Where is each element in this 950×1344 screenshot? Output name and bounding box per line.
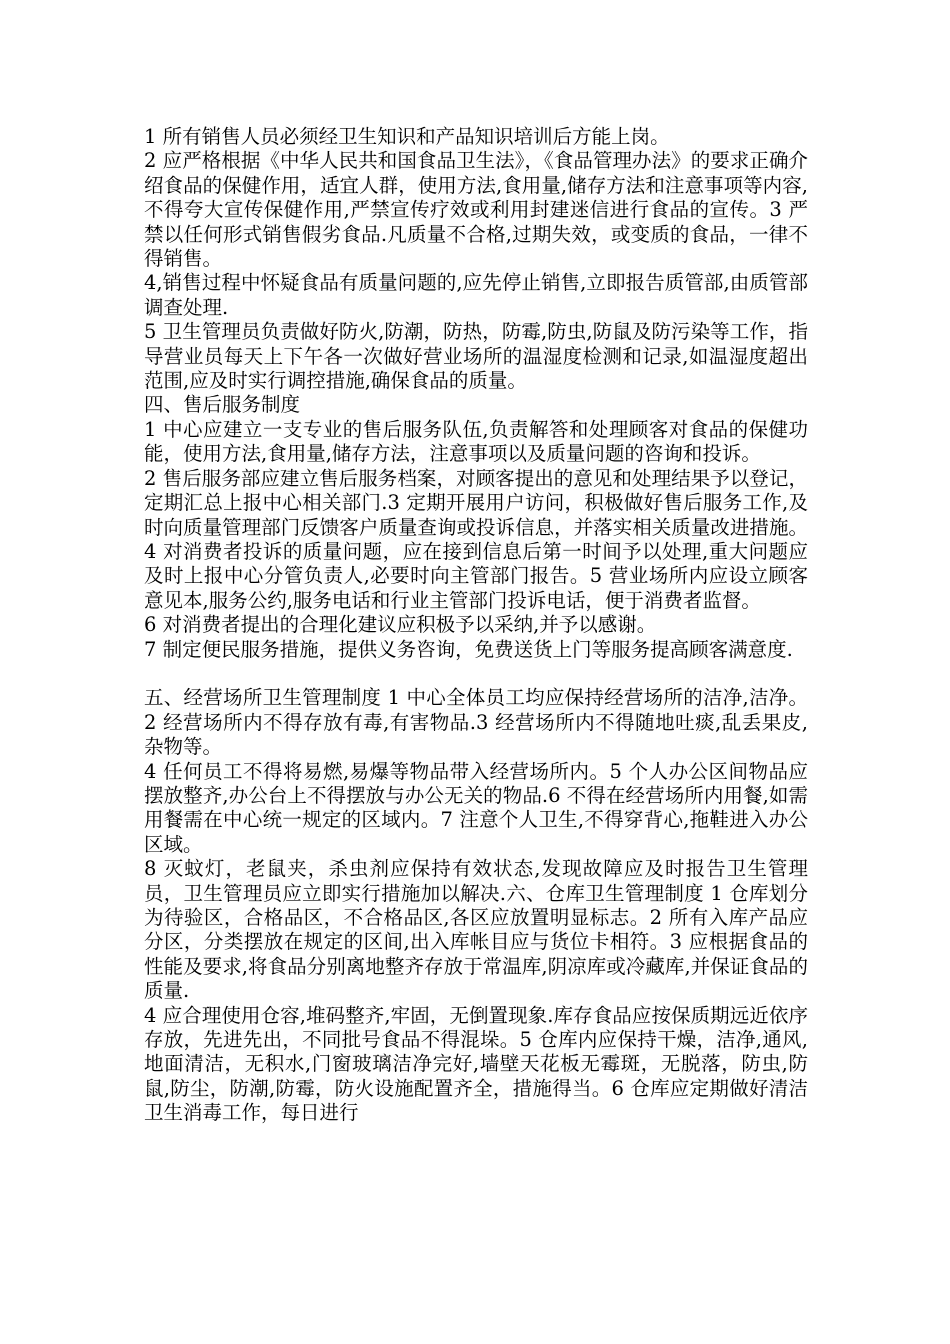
paragraph-suggestions: 6 对消费者提出的合理化建议应积极予以采纳,并予以感谢。 xyxy=(144,613,657,637)
section-heading-after-sales: 四、售后服务制度 xyxy=(144,393,301,417)
blank-line xyxy=(144,662,808,686)
paragraph-warehouse-storage: 4 应合理使用仓容,堆码整齐,牢固，无倒置现象.库存食品应按保质期远近依序存放，先进先出，不同批号食品不得混垛。5 仓库内应保持干燥，洁净,通风,地面清洁，无积水,门窗玻璃洁净完好,墙壁天花板无霉斑，无脱落，防虫,防鼠,防尘，防潮,防霉，防火设施配置齐全，措施得当。6 仓库应定期做好清洁卫生消毒工作，每日进行 xyxy=(144,1003,808,1125)
paragraph-convenience-service: 7 制定便民服务措施，提供义务咨询，免费送货上门等服务提高顾客满意度. xyxy=(144,637,793,661)
paragraph-staff-rules: 4 任何员工不得将易燃,易爆等物品带入经营场所内。5 个人办公区间物品应摆放整齐,办公台上不得摆放与办公无关的物品.6 不得在经营场所内用餐,如需用餐需在中心统一规定的区域内。7 注意个人卫生,不得穿背心,拖鞋进入办公区域。 xyxy=(144,759,808,856)
paragraph-hygiene-manager: 5 卫生管理员负责做好防火,防潮，防热，防霉,防虫,防鼠及防污染等工作，指导营业员每天上下午各一次做好营业场所的温湿度检测和记录,如温湿度超出范围,应及时实行调控措施,确保食品的质量。 xyxy=(144,320,808,393)
paragraph-sales-promotion-rules: 2 应严格根据《中华人民共和国食品卫生法》，《食品管理办法》的要求正确介绍食品的保健作用，适宜人群，使用方法,食用量,储存方法和注意事项等内容,不得夸大宣传保健作用,严禁宣传疗效或利用封建迷信进行食品的宣传。3 严禁以任何形式销售假劣食品.凡质量不合格,过期失效，或变质的食品，一律不得销售。 xyxy=(144,149,808,271)
paragraph-after-sales-records: 2 售后服务部应建立售后服务档案，对顾客提出的意见和处理结果予以登记，定期汇总上报中心相关部门.3 定期开展用户访问，积极做好售后服务工作,及时向质量管理部门反馈客户质量查询或投诉信息，并落实相关质量改进措施。4 对消费者投诉的质量问题，应在接到信息后第一时间予以处理,重大问题应及时上报中心分管负责人,必要时向主管部门报告。5 营业场所内应设立顾客意见本,服务公约,服务电话和行业主管部门投诉电话，便于消费者监督。 xyxy=(144,466,808,612)
document-body xyxy=(144,125,808,1126)
paragraph-after-sales-team: 1 中心应建立一支专业的售后服务队伍,负责解答和处理顾客对食品的保健功能，使用方法,食用量,储存方法，注意事项以及质量问题的咨询和投诉。 xyxy=(144,417,808,466)
paragraph-quality-suspicion: 4,销售过程中怀疑食品有质量问题的,应先停止销售,立即报告质管部,由质管部调查处理. xyxy=(144,271,808,319)
paragraph-premises-hygiene: 五、经营场所卫生管理制度 1 中心全体员工均应保持经营场所的洁净,洁净。2 经营场所内不得存放有毒,有害物品.3 经营场所内不得随地吐痰,乱丢果皮,杂物等。 xyxy=(144,686,808,759)
paragraph-pest-control-warehouse: 8 灭蚊灯，老鼠夹，杀虫剂应保持有效状态,发现故障应及时报告卫生管理员，卫生管理员应立即实行措施加以解决.六、仓库卫生管理制度 1 仓库划分为待验区，合格品区，不合格品区,各区应放置明显标志。2 所有入库产品应分区，分类摆放在规定的区间,出入库帐目应与货位卡相符。3 应根据食品的性能及要求,将食品分别离地整齐存放于常温库,阴凉库或冷藏库,并保证食品的质量. xyxy=(144,857,808,1003)
paragraph-sales-training: 1 所有销售人员必须经卫生知识和产品知识培训后方能上岗。 xyxy=(144,125,670,148)
